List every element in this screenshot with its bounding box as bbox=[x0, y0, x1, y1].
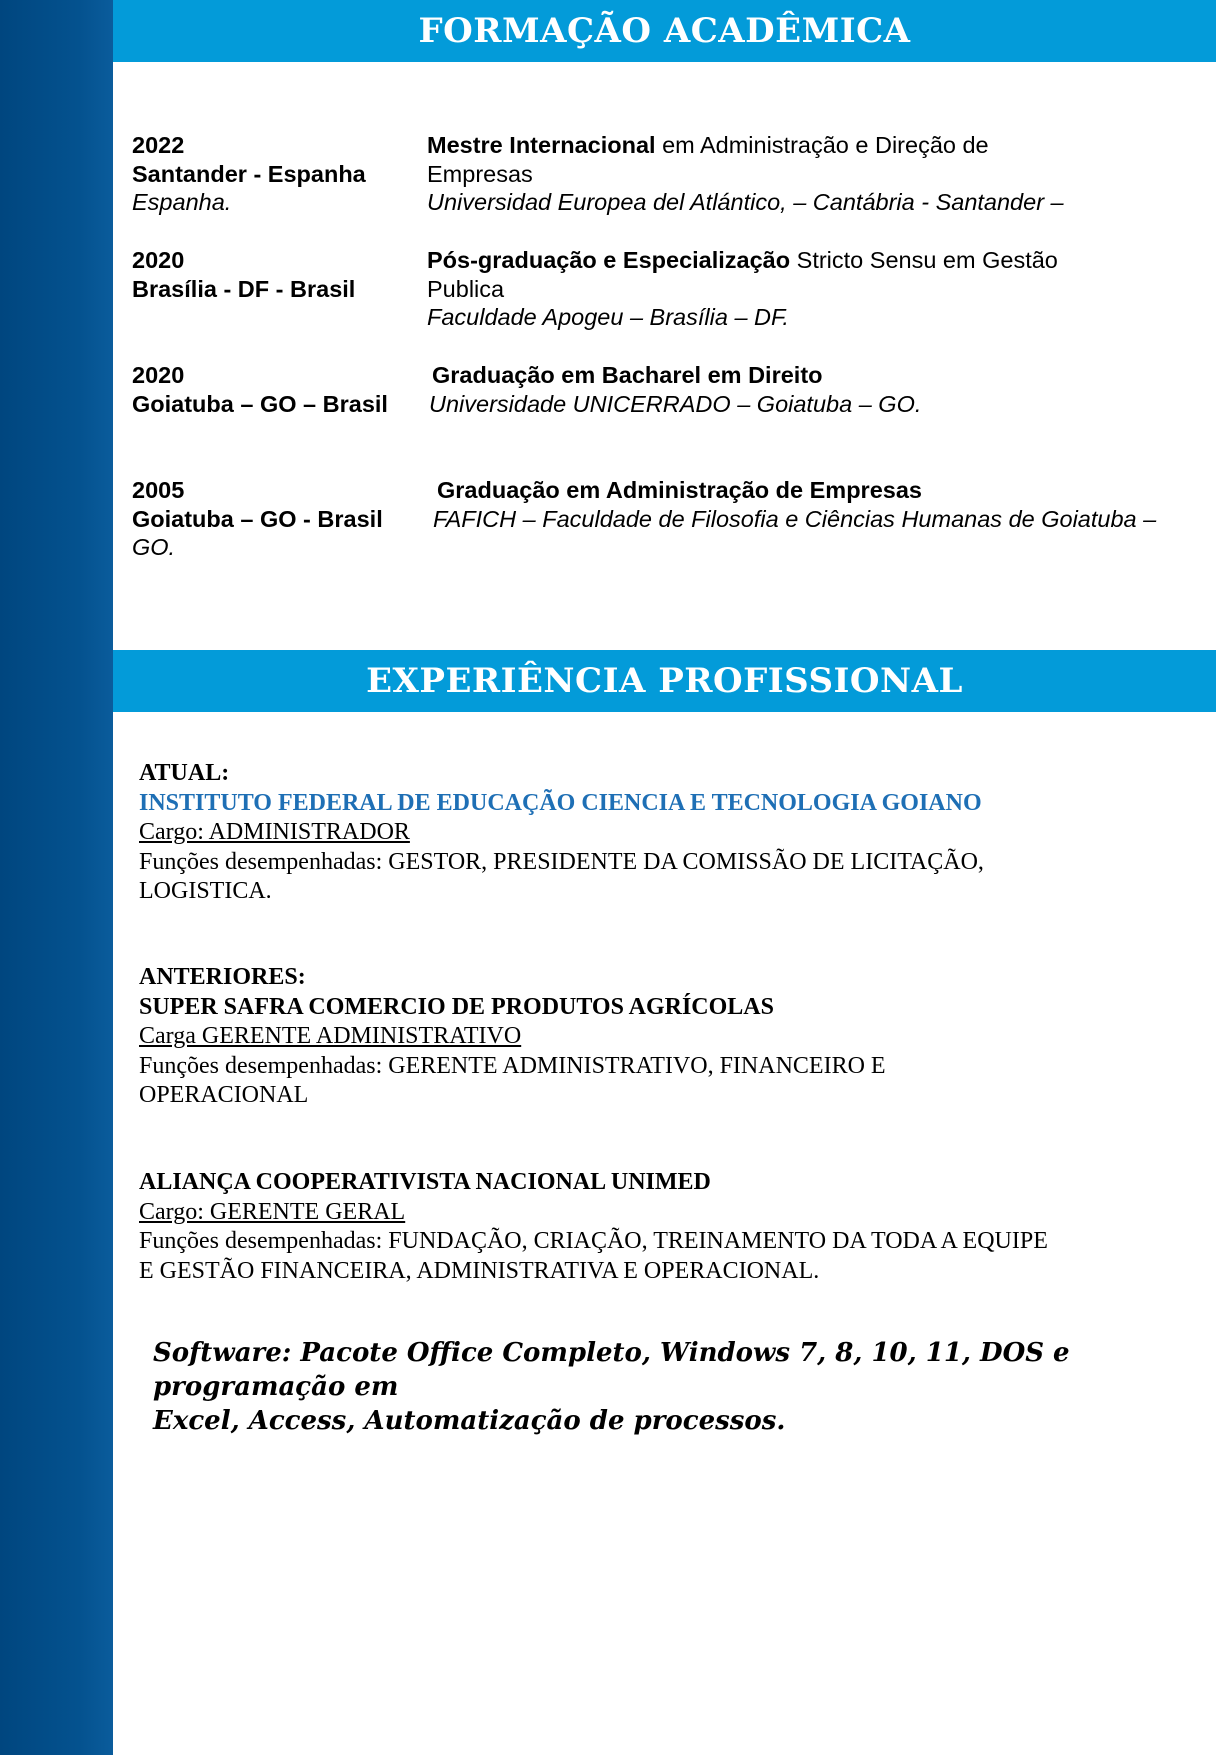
experience-duties: Funções desempenhadas: GESTOR, PRESIDENTE DA COMISSÃO DE LICITAÇÃO, bbox=[139, 848, 984, 875]
education-entry bbox=[132, 246, 1212, 330]
education-place-continued: GO. bbox=[132, 534, 176, 560]
education-entry-location bbox=[132, 246, 422, 303]
education-entry bbox=[132, 361, 1212, 421]
experience-role: Cargo: ADMINISTRADOR bbox=[139, 819, 410, 845]
education-year: 2020 bbox=[132, 247, 185, 273]
education-year: 2005 bbox=[132, 477, 185, 503]
education-entry bbox=[132, 131, 1212, 221]
education-degree: Graduação em Bacharel em Direito bbox=[432, 362, 823, 388]
education-entry-location bbox=[132, 476, 422, 562]
education-place: Goiatuba – GO - Brasil bbox=[132, 505, 383, 532]
experience-role: Carga GERENTE ADMINISTRATIVO bbox=[139, 1023, 522, 1049]
experience-current-label: ATUAL: bbox=[139, 760, 230, 786]
software-skills bbox=[153, 1336, 1193, 1438]
experience-previous bbox=[139, 1168, 1139, 1286]
education-section-title: FORMAÇÃO ACADÊMICA bbox=[113, 0, 1216, 62]
experience-current bbox=[139, 759, 1139, 907]
experience-role: Cargo: GERENTE GERAL bbox=[139, 1198, 406, 1225]
software-line: Software: Pacote Office Completo, Windows 7, 8, 10, 11, DOS e programação em bbox=[153, 1338, 1070, 1402]
education-place: Brasília - DF - Brasil bbox=[132, 275, 356, 302]
software-line: Excel, Access, Automatização de processos. bbox=[153, 1406, 786, 1436]
education-year: 2022 bbox=[132, 132, 185, 158]
experience-previous bbox=[139, 963, 1139, 1111]
experience-organization: ALIANÇA COOPERATIVISTA NACIONAL UNIMED bbox=[139, 1169, 711, 1195]
education-entry bbox=[132, 476, 1212, 566]
education-institution: Universidad Europea del Atlántico, – Cantábria - Santander – bbox=[427, 189, 1064, 215]
experience-section-title: EXPERIÊNCIA PROFISSIONAL bbox=[113, 650, 1216, 712]
left-sidebar-band bbox=[0, 0, 113, 1755]
education-entry-details bbox=[427, 131, 1097, 217]
education-degree: Mestre Internacional em Administração e Direção de Empresas bbox=[427, 132, 989, 187]
education-institution: Universidade UNICERRADO – Goiatuba – GO. bbox=[429, 390, 922, 417]
education-place: Goiatuba – GO – Brasil bbox=[132, 390, 388, 417]
experience-duties: Funções desempenhadas: GERENTE ADMINISTRATIVO, FINANCEIRO E bbox=[139, 1052, 886, 1079]
education-entry-location bbox=[132, 361, 422, 418]
education-entry-details bbox=[427, 246, 1097, 332]
education-place-continued: Espanha. bbox=[132, 189, 232, 215]
experience-duties-continued: LOGISTICA. bbox=[139, 878, 272, 904]
experience-duties-continued: E GESTÃO FINANCEIRA, ADMINISTRATIVA E OPERACIONAL. bbox=[139, 1257, 820, 1284]
education-degree: Graduação em Administração de Empresas bbox=[437, 477, 922, 503]
education-institution: FAFICH – Faculdade de Filosofia e Ciências Humanas de Goiatuba – bbox=[433, 505, 1157, 532]
education-entry-location bbox=[132, 131, 422, 217]
experience-duties-continued: OPERACIONAL bbox=[139, 1082, 309, 1108]
education-entry-details bbox=[429, 361, 1099, 418]
education-entry-details bbox=[433, 476, 1216, 533]
experience-organization: SUPER SAFRA COMERCIO DE PRODUTOS AGRÍCOLAS bbox=[139, 993, 774, 1020]
education-year: 2020 bbox=[132, 362, 185, 388]
experience-organization: INSTITUTO FEDERAL DE EDUCAÇÃO CIENCIA E TECNOLOGIA GOIANO bbox=[139, 789, 982, 816]
experience-previous-label: ANTERIORES: bbox=[139, 964, 306, 990]
education-place: Santander - Espanha bbox=[132, 160, 366, 187]
experience-duties: Funções desempenhadas: FUNDAÇÃO, CRIAÇÃO, TREINAMENTO DA TODA A EQUIPE bbox=[139, 1228, 1048, 1254]
education-institution: Faculdade Apogeu – Brasília – DF. bbox=[427, 304, 789, 330]
education-degree: Pós-graduação e Especialização Stricto Sensu em Gestão Publica bbox=[427, 247, 1058, 302]
